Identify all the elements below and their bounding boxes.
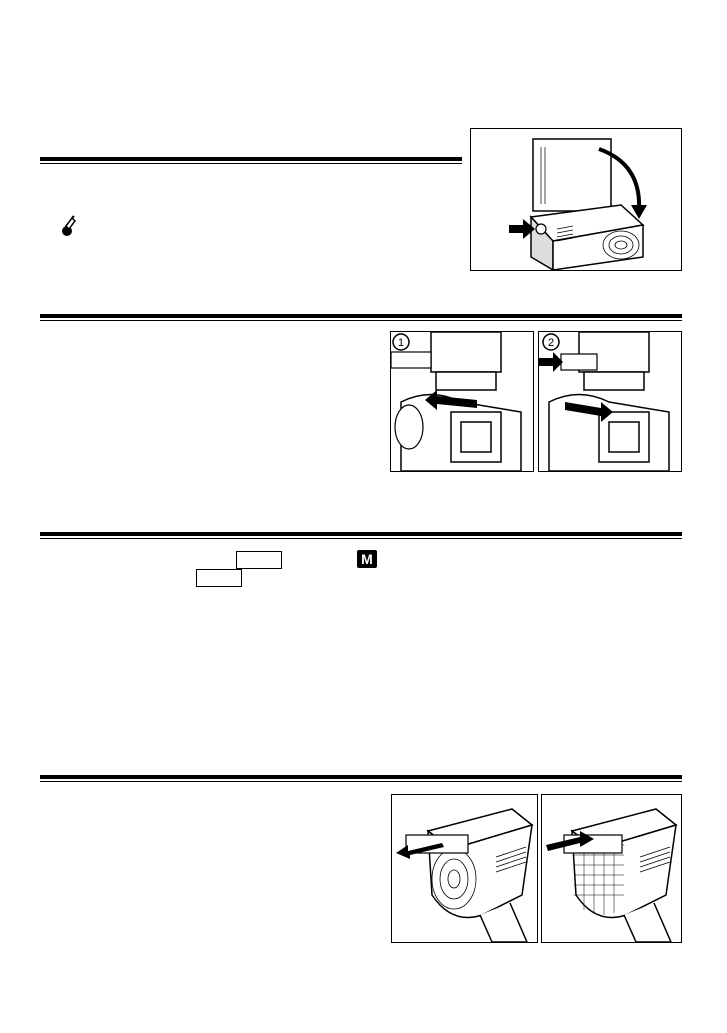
figure-flash-head-diffuser	[470, 128, 682, 271]
section-rule-4	[40, 775, 682, 779]
figure-mount-step-1	[390, 331, 534, 472]
manual-mode-badge: M	[357, 550, 377, 568]
step-badge-1: 1	[397, 337, 405, 349]
step-badge-2: 2	[547, 337, 555, 349]
section-rule-1	[40, 157, 462, 161]
figure-diffuser-out	[391, 794, 538, 943]
section-rule-2	[40, 314, 682, 318]
note-icon	[60, 214, 78, 238]
figure-mount-step-2	[538, 331, 682, 472]
section-rule-3	[40, 532, 682, 536]
figure-diffuser-in	[541, 794, 682, 943]
flash-head-illustration	[471, 129, 681, 270]
key-box-2	[196, 569, 242, 587]
key-box-1	[236, 551, 282, 569]
